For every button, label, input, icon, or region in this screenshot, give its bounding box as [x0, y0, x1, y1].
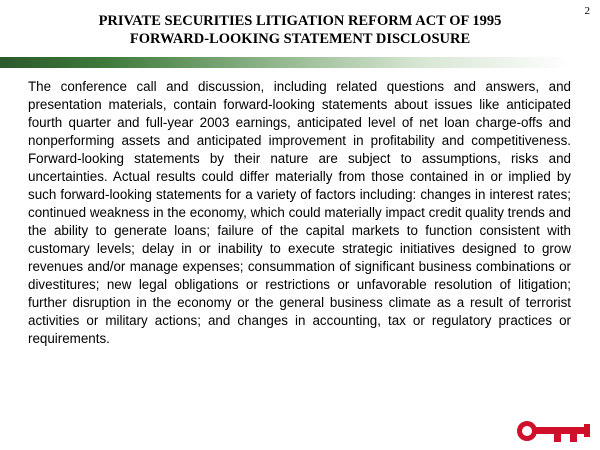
disclosure-paragraph: The conference call and discussion, including related questions and answers, and presentation materials, contain forward-looking statements about issues like anticipated fourth quarter and full-year 2003 earnings, anticipated level of net loan charge-offs and nonperforming assets and anticipated improvement in profitability and competitiveness. Forward-looking statements by their nature are subject to assumptions, risks and uncertainties. Actual results could differ materially from those contained in or implied by such forward-looking statements for a variety of factors including: changes in interest rates; continued weakness in the economy, which could materially impact credit quality trends and the ability to generate loans; failure of the capital markets to function consistent with customary levels; delay in or inability to execute strategic initiatives designed to grow revenues and/or manage expenses; consummation of significant business combinations or divestitures; new legal obligations or restrictions or unfavorable resolution of litigation; further disruption in the economy or the general business climate as a result of terrorist activities or military actions; and changes in accounting, tax or regulatory practices or requirements. — [28, 79, 571, 346]
page-number: 2 — [584, 5, 590, 17]
page-title — [0, 12, 600, 48]
title-line-2: FORWARD-LOOKING STATEMENT DISCLOSURE — [129, 31, 471, 47]
title-divider — [0, 57, 600, 68]
title-line-1: PRIVATE SECURITIES LITIGATION REFORM ACT OF 1995 — [98, 13, 502, 29]
key-logo-icon — [514, 418, 592, 444]
